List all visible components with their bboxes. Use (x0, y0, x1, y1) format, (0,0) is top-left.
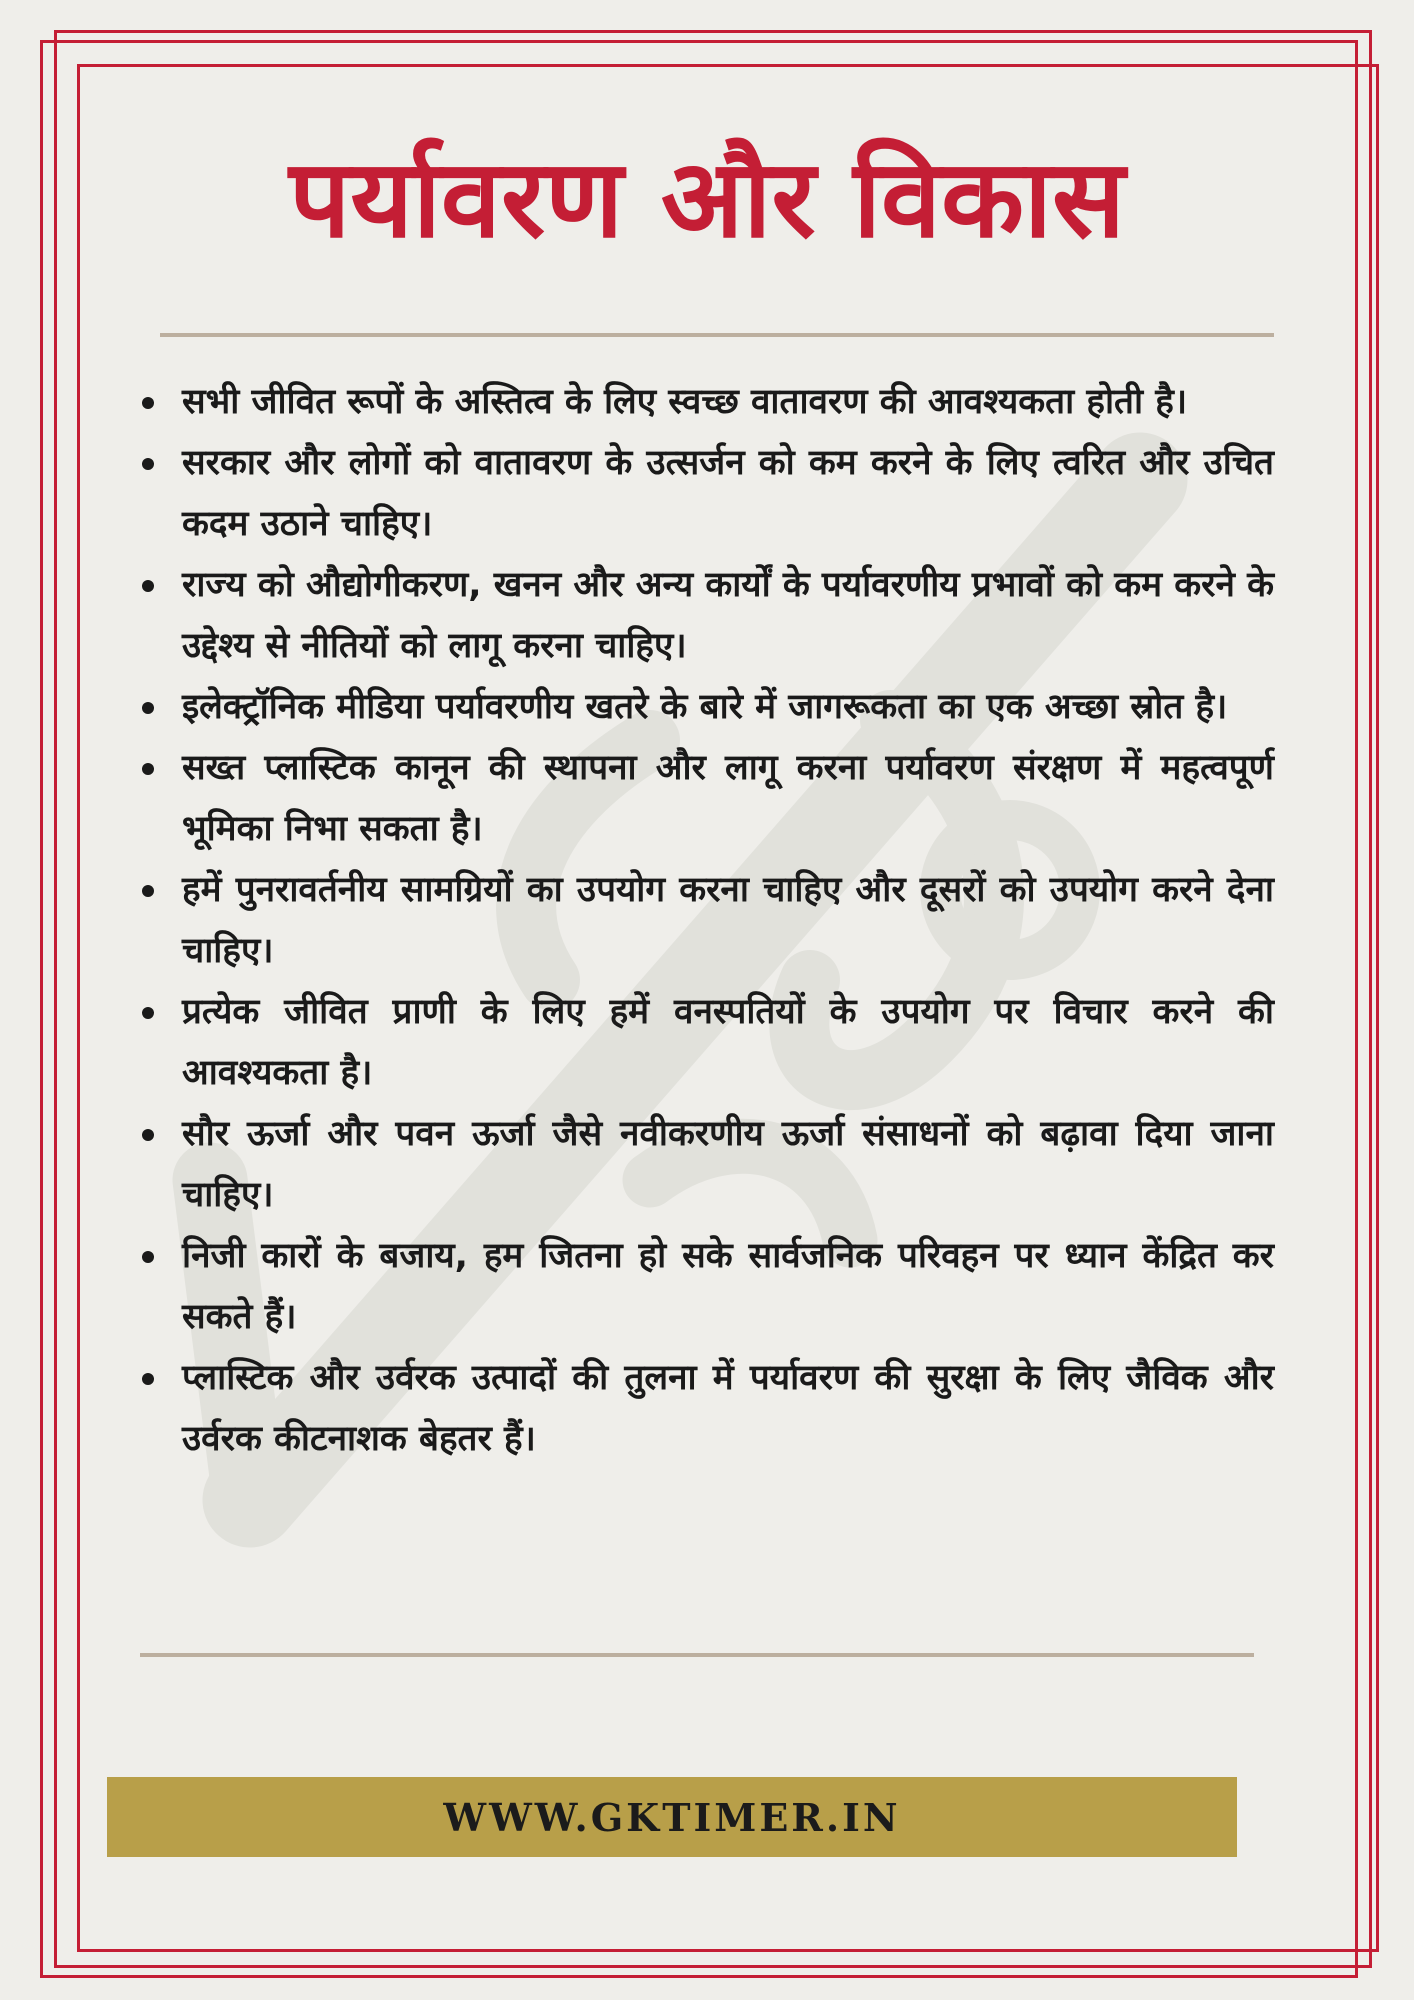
footer-website-link[interactable]: WWW.GKTIMER.IN (443, 1794, 901, 1840)
bullet-icon (142, 1007, 154, 1019)
divider-top (160, 333, 1274, 337)
page-title: पर्यावरण और विकास (288, 137, 1126, 262)
list-item-text: सौर ऊर्जा और पवन ऊर्जा जैसे नवीकरणीय ऊर्जा संसाधनों को बढ़ावा दिया जाना चाहिए। (182, 1114, 1274, 1215)
list-item (140, 860, 1274, 982)
list-item (140, 1348, 1274, 1470)
bullet-list (140, 372, 1274, 1470)
bullet-icon (142, 1251, 154, 1263)
bullet-icon (142, 1373, 154, 1385)
bullet-icon (142, 702, 154, 714)
list-item-text: हमें पुनरावर्तनीय सामग्रियों का उपयोग करना चाहिए और दूसरों को उपयोग करने देना चाहिए। (182, 870, 1274, 971)
list-item (140, 982, 1274, 1104)
list-item-text: सरकार और लोगों को वातावरण के उत्सर्जन को कम करने के लिए त्वरित और उचित कदम उठाने चाहिए। (182, 443, 1274, 544)
bullet-icon (142, 580, 154, 592)
list-item-text: इलेक्ट्रॉनिक मीडिया पर्यावरणीय खतरे के बारे में जागरूकता का एक अच्छा स्रोत है। (182, 687, 1228, 727)
bullet-icon (142, 397, 154, 409)
list-item (140, 1226, 1274, 1348)
list-item (140, 433, 1274, 555)
list-item (140, 555, 1274, 677)
bullet-icon (142, 885, 154, 897)
list-item (140, 1104, 1274, 1226)
list-item-text: प्रत्येक जीवित प्राणी के लिए हमें वनस्पतियों के उपयोग पर विचार करने की आवश्यकता है। (182, 992, 1274, 1093)
divider-bottom (140, 1653, 1254, 1657)
list-item (140, 372, 1274, 433)
list-item-text: सख्त प्लास्टिक कानून की स्थापना और लागू करना पर्यावरण संरक्षण में महत्वपूर्ण भूमिका निभा सकता है। (182, 748, 1274, 849)
footer-banner (107, 1777, 1237, 1857)
list-item-text: राज्य को औद्योगीकरण, खनन और अन्य कार्यों के पर्यावरणीय प्रभावों को कम करने के उद्देश्य से नीतियों को लागू करना चाहिए। (182, 565, 1274, 666)
list-item (140, 677, 1274, 738)
list-item-text: प्लास्टिक और उर्वरक उत्पादों की तुलना में पर्यावरण की सुरक्षा के लिए जैविक और उर्वरक कीटनाशक बेहतर हैं। (182, 1358, 1274, 1459)
bullet-icon (142, 458, 154, 470)
list-item (140, 738, 1274, 860)
bullet-icon (142, 763, 154, 775)
bullet-icon (142, 1129, 154, 1141)
list-item-text: सभी जीवित रूपों के अस्तित्व के लिए स्वच्छ वातावरण की आवश्यकता होती है। (182, 382, 1188, 422)
list-item-text: निजी कारों के बजाय, हम जितना हो सके सार्वजनिक परिवहन पर ध्यान केंद्रित कर सकते हैं। (182, 1236, 1274, 1337)
